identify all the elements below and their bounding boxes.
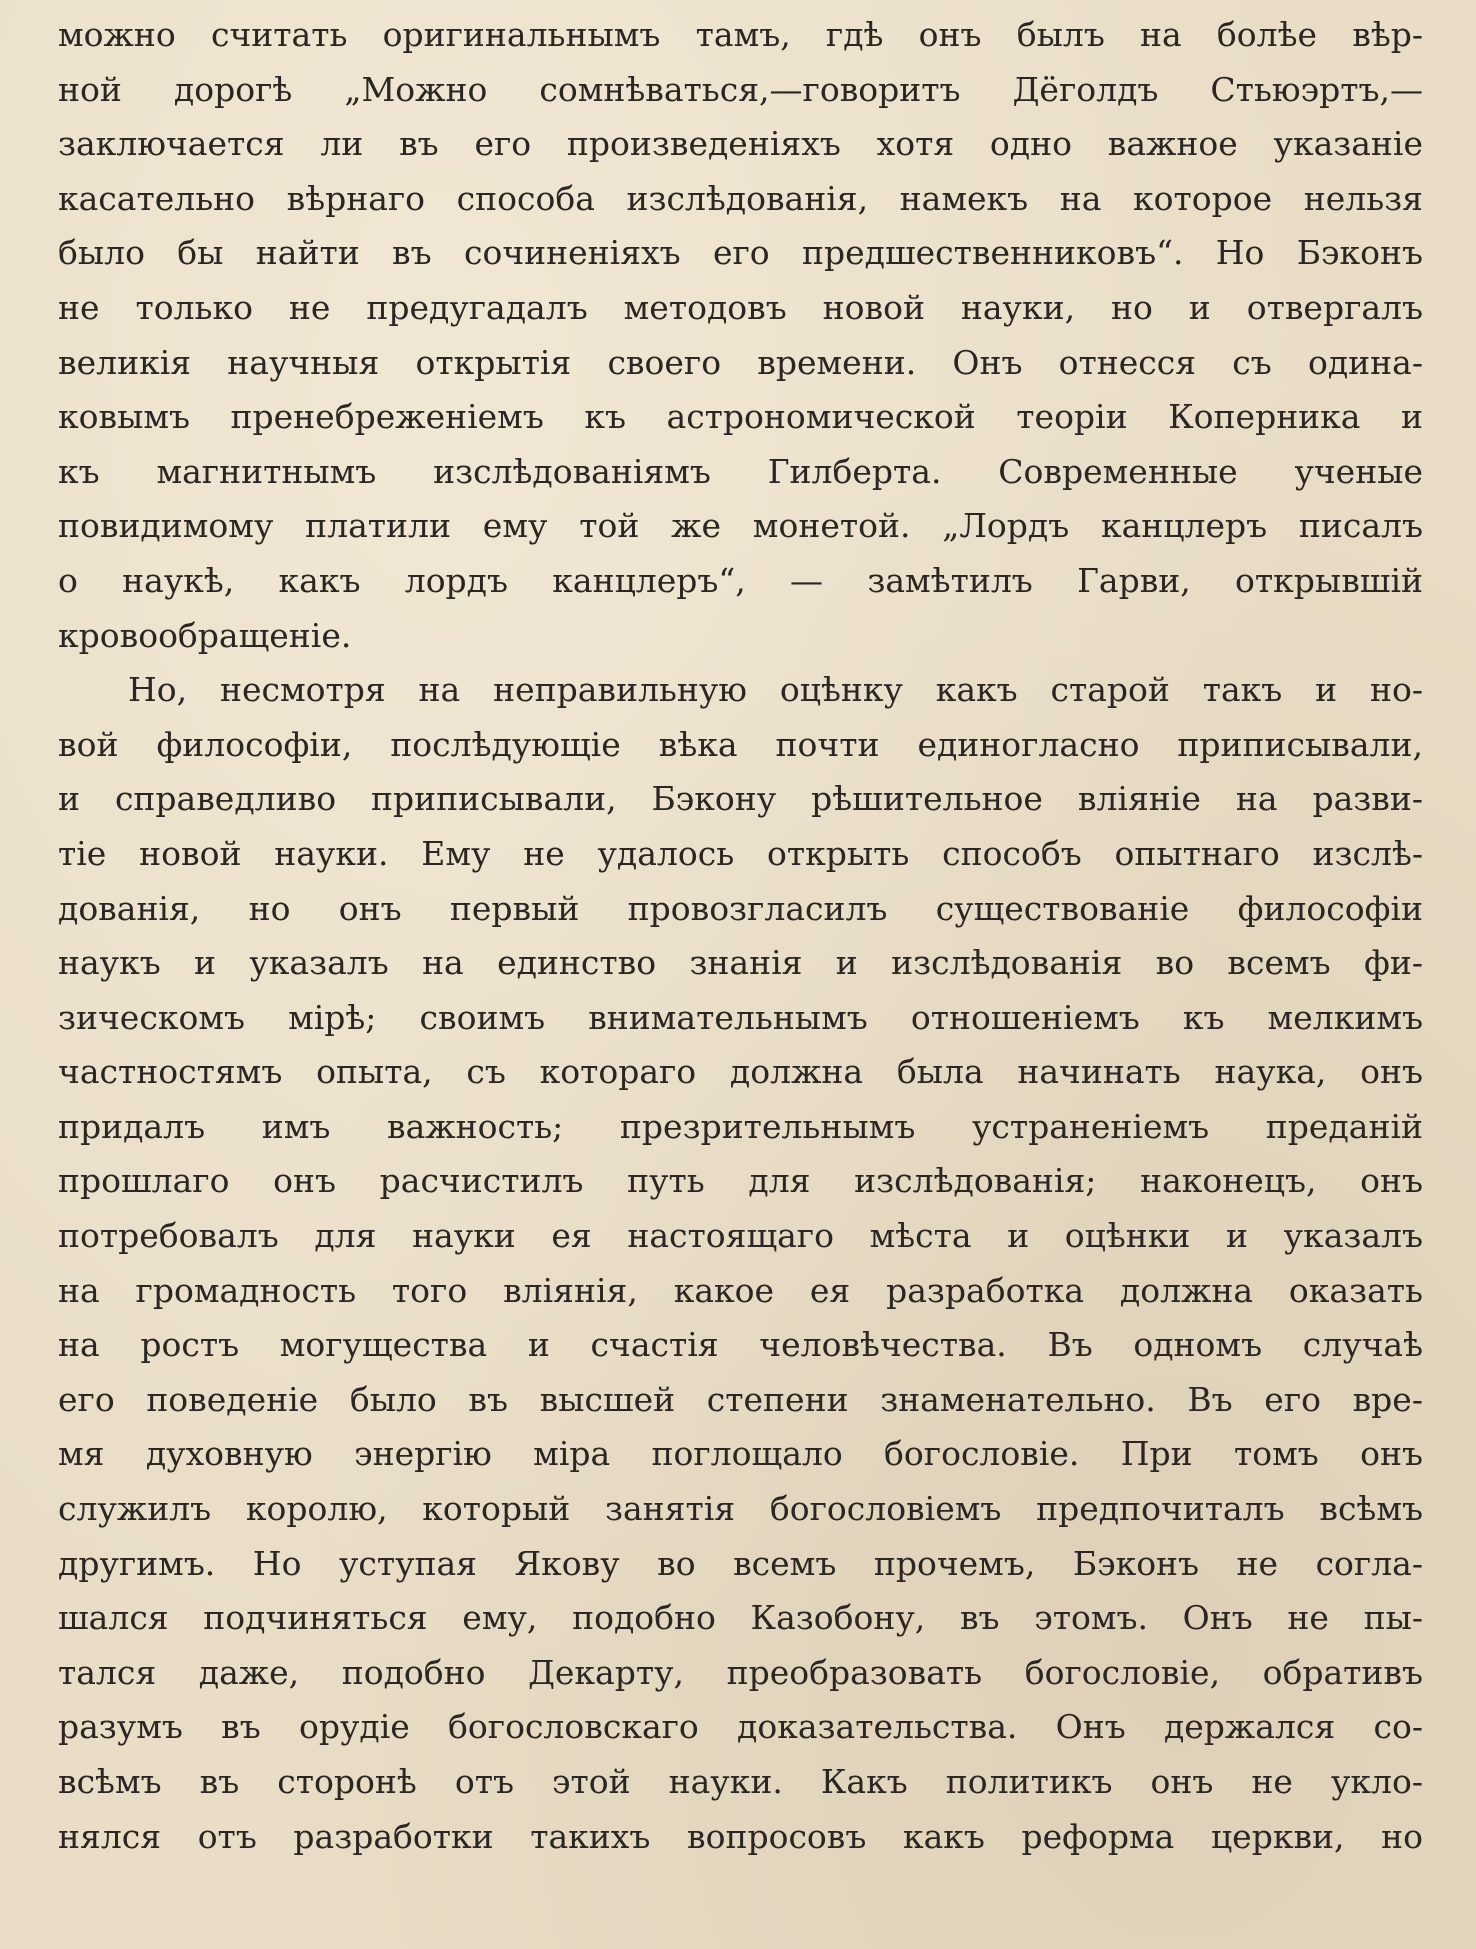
text-line: Но, несмотря на неправильную оцѣнку какъ старой такъ и но- [128, 670, 1423, 710]
text-line: не только не предугадалъ методовъ новой науки, но и отвергалъ [58, 287, 1423, 327]
page-text [58, 8, 1423, 1864]
text-line: зическомъ мірѣ; своимъ внимательнымъ отношеніемъ къ мелкимъ [58, 997, 1423, 1037]
text-line: тіе новой науки. Ему не удалось открыть способъ опытнаго изслѣ- [58, 833, 1423, 873]
text-line: прошлаго онъ расчистилъ путь для изслѣдованія; наконецъ, онъ [58, 1161, 1423, 1201]
text-line: другимъ. Но уступая Якову во всемъ прочемъ, Бэконъ не согла- [58, 1543, 1423, 1583]
text-line: заключается ли въ его произведеніяхъ хотя одно важное указаніе [58, 124, 1423, 164]
text-line: и справедливо приписывали, Бэкону рѣшительное вліяніе на разви- [58, 779, 1423, 819]
text-line: можно считать оригинальнымъ тамъ, гдѣ онъ былъ на болѣе вѣр- [58, 15, 1423, 54]
text-line: шался подчиняться ему, подобно Казобону, въ этомъ. Онъ не пы- [58, 1598, 1423, 1638]
text-line: дованія, но онъ первый провозгласилъ существованіе философіи [58, 888, 1423, 928]
text-line: частностямъ опыта, съ котораго должна была начинать наука, онъ [58, 1052, 1423, 1092]
paragraph-2 [58, 663, 1423, 1864]
text-line: наукъ и указалъ на единство знанія и изслѣдованія во всемъ фи- [58, 943, 1423, 983]
text-line: ной дорогѣ „Можно сомнѣваться,—говоритъ Дёголдъ Стьюэртъ,— [58, 69, 1423, 109]
text-line: придалъ имъ важность; презрительнымъ устраненіемъ преданій [58, 1106, 1423, 1146]
text-line: повидимому платили ему той же монетой. „Лордъ канцлеръ писалъ [58, 506, 1423, 546]
text-line: вой философіи, послѣдующіе вѣка почти единогласно приписывали, [58, 724, 1423, 764]
text-line: служилъ королю, который занятія богословіемъ предпочиталъ всѣмъ [58, 1489, 1423, 1529]
text-line: было бы найти въ сочиненіяхъ его предшественниковъ“. Но Бэконъ [58, 233, 1423, 273]
text-line: ковымъ пренебреженіемъ къ астрономической теоріи Коперника и [58, 397, 1423, 437]
text-line: великія научныя открытія своего времени. Онъ отнесся съ одина- [58, 342, 1423, 382]
text-line: нялся отъ разработки такихъ вопросовъ какъ реформа церкви, но [58, 1816, 1423, 1856]
text-line: на ростъ могущества и счастія человѣчества. Въ одномъ случаѣ [58, 1325, 1423, 1365]
text-line: мя духовную энергію міра поглощало богословіе. При томъ онъ [58, 1434, 1423, 1474]
paragraph-1 [58, 8, 1423, 663]
text-line: касательно вѣрнаго способа изслѣдованія, намекъ на которое нельзя [58, 178, 1423, 218]
text-line: потребовалъ для науки ея настоящаго мѣста и оцѣнки и указалъ [58, 1216, 1423, 1256]
text-line: на громадность того вліянія, какое ея разработка должна оказать [58, 1270, 1423, 1310]
text-line: его поведеніе было въ высшей степени знаменательно. Въ его вре- [58, 1379, 1423, 1419]
text-line: къ магнитнымъ изслѣдованіямъ Гилберта. Современные ученые [58, 451, 1423, 491]
text-line: всѣмъ въ сторонѣ отъ этой науки. Какъ политикъ онъ не укло- [58, 1762, 1423, 1801]
text-line: кровообращеніе. [58, 615, 352, 655]
text-line: тался даже, подобно Декарту, преобразовать богословіе, обративъ [58, 1652, 1423, 1692]
text-line: разумъ въ орудіе богословскаго доказательства. Онъ держался со- [58, 1707, 1423, 1747]
text-line: о наукѣ, какъ лордъ канцлеръ“, — замѣтилъ Гарви, открывшій [58, 560, 1423, 600]
